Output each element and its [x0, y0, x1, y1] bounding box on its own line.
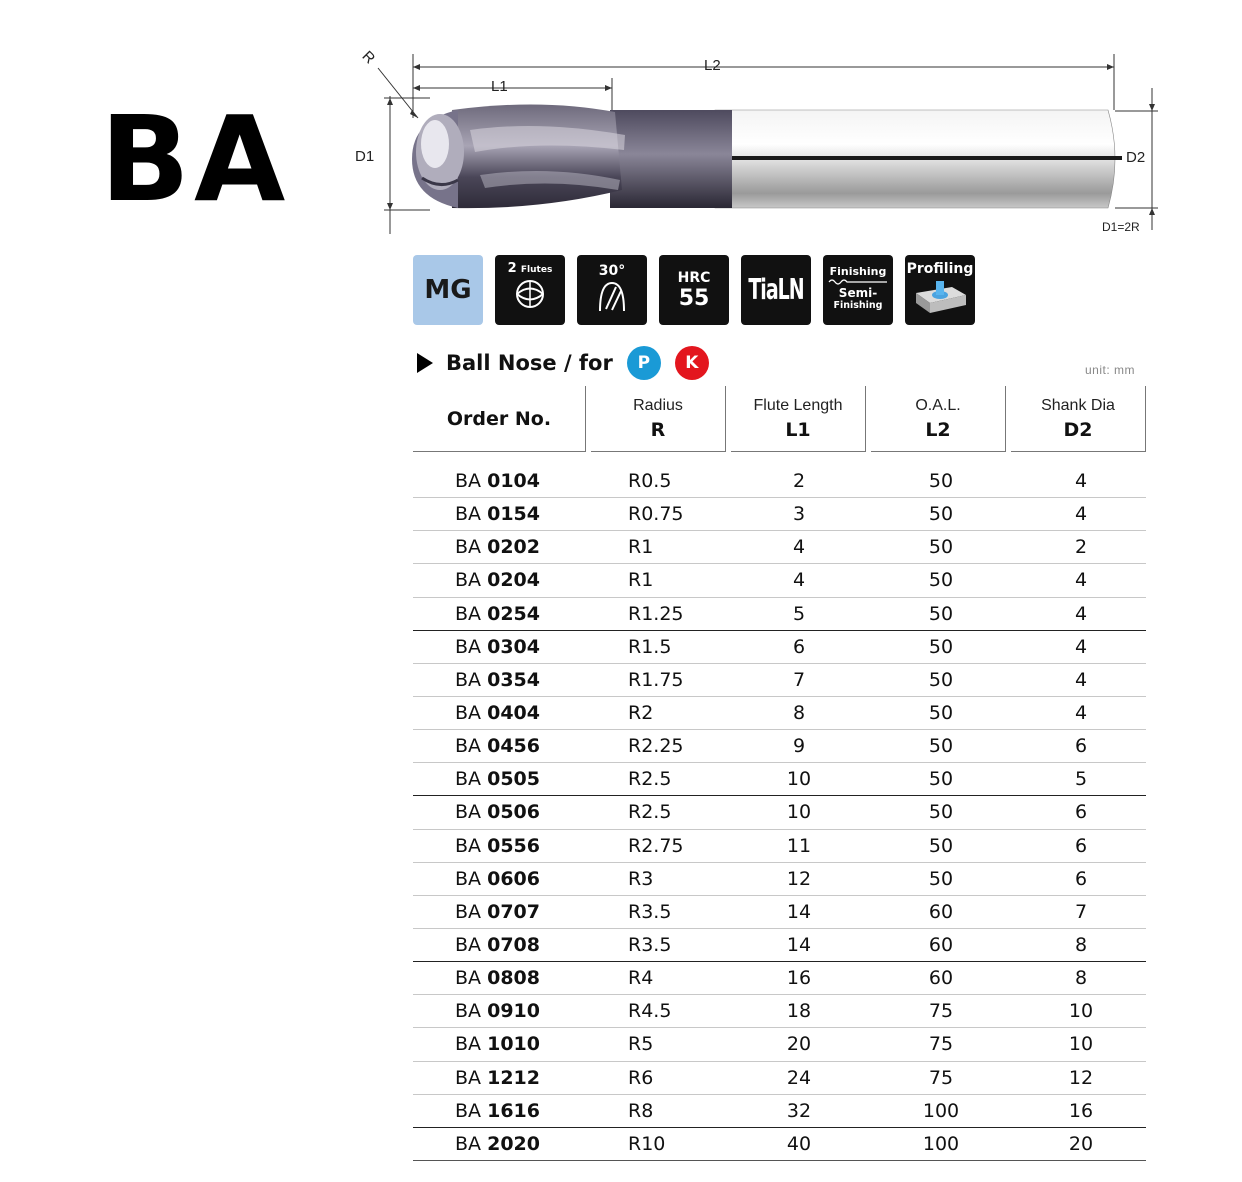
- semi-text: Semi-: [838, 286, 878, 300]
- header-radius: [591, 386, 726, 452]
- feature-icons: [413, 255, 975, 325]
- overall-length: 100: [922, 1099, 960, 1122]
- header-oal: [871, 386, 1006, 452]
- table-row: [413, 598, 1146, 631]
- shank-dia: 4: [1074, 503, 1088, 526]
- flute-length: 2: [792, 470, 806, 492]
- flutes-count: 2: [507, 261, 517, 276]
- table-row: [413, 564, 1146, 597]
- shank-dia: 12: [1068, 1066, 1094, 1089]
- overall-length: 75: [928, 1033, 954, 1056]
- table-row: [413, 465, 1146, 498]
- radius: R4.5: [628, 1000, 672, 1023]
- table-row: [413, 863, 1146, 896]
- table-row: [413, 929, 1146, 962]
- material-p-badge: [627, 346, 661, 380]
- shank-dia: 4: [1074, 701, 1088, 724]
- radius: R2.5: [628, 768, 672, 791]
- radius: R1.75: [628, 668, 684, 691]
- flute-length: 10: [786, 801, 812, 824]
- overall-length: 60: [928, 933, 954, 956]
- finishing-sub-text: Finishing: [833, 300, 883, 311]
- overall-length: 50: [928, 536, 954, 559]
- finishing-text: Finishing: [829, 265, 887, 278]
- overall-length: 100: [922, 1132, 960, 1155]
- shank-dia: 4: [1074, 470, 1088, 492]
- header-label: Order No.: [446, 407, 552, 430]
- profiling-text: Profiling: [906, 261, 974, 277]
- table-row: [413, 730, 1146, 763]
- radius: R1: [628, 536, 654, 559]
- header-label: Shank Dia: [1041, 396, 1115, 414]
- d1-label: D1: [355, 148, 375, 165]
- hrc-text: HRC: [677, 269, 711, 286]
- shank-dia: 10: [1068, 1033, 1094, 1056]
- l2-label: L2: [704, 57, 721, 74]
- overall-length: 75: [928, 1000, 954, 1023]
- tool-diagram: [340, 40, 1200, 250]
- order-no: BA 0202: [455, 536, 540, 559]
- coating-text: TiaLN: [748, 273, 804, 307]
- flute-length: 40: [786, 1132, 812, 1155]
- overall-length: 50: [928, 470, 954, 492]
- shank-dia: 6: [1074, 834, 1088, 857]
- flute-length: 4: [792, 569, 806, 592]
- radius: R2.5: [628, 801, 672, 824]
- order-no: BA 0910: [455, 1000, 540, 1023]
- overall-length: 50: [928, 801, 954, 824]
- radius: R3: [628, 867, 654, 890]
- profiling-graphic: [912, 277, 968, 315]
- flute-length: 24: [786, 1066, 812, 1089]
- order-no: BA 0707: [455, 900, 540, 923]
- table-row: [413, 697, 1146, 730]
- table-body: [413, 465, 1146, 1161]
- flute-length: 9: [792, 735, 806, 758]
- header-symbol: R: [650, 418, 666, 441]
- radius: R3.5: [628, 933, 672, 956]
- order-no: BA 0506: [455, 801, 540, 824]
- overall-length: 50: [928, 569, 954, 592]
- triangle-bullet-icon: [417, 353, 433, 373]
- flute-length: 32: [786, 1099, 812, 1122]
- order-no: BA 1616: [455, 1099, 540, 1122]
- radius: R5: [628, 1033, 654, 1056]
- table-row: [413, 763, 1146, 796]
- order-no: BA 0456: [455, 735, 540, 758]
- radius: R1: [628, 569, 654, 592]
- overall-length: 75: [928, 1066, 954, 1089]
- two-flutes-icon: [495, 255, 565, 325]
- wave-line-graphic: [827, 278, 889, 286]
- shank-dia: 6: [1074, 867, 1088, 890]
- order-no: BA 0808: [455, 967, 540, 990]
- header-label: O.A.L.: [915, 396, 961, 414]
- flute-length: 7: [792, 668, 806, 691]
- shank-dia: 6: [1074, 735, 1088, 758]
- overall-length: 60: [928, 900, 954, 923]
- helix-angle-text: 30°: [598, 263, 626, 279]
- radius: R2.75: [628, 834, 684, 857]
- hrc-55-icon: [659, 255, 729, 325]
- order-no: BA 2020: [455, 1132, 540, 1155]
- overall-length: 50: [928, 668, 954, 691]
- overall-length: 50: [928, 867, 954, 890]
- order-no: BA 0708: [455, 933, 540, 956]
- shank-dia: 7: [1074, 900, 1088, 923]
- helix-30-icon: [577, 255, 647, 325]
- header-symbol: L2: [925, 418, 951, 441]
- flute-length: 4: [792, 536, 806, 559]
- order-no: BA 0556: [455, 834, 540, 857]
- shank-dia: 4: [1074, 602, 1088, 625]
- helix-graphic: [594, 279, 630, 313]
- flute-section-graphic: [510, 277, 550, 311]
- order-no: BA 0354: [455, 668, 540, 691]
- order-no: BA 0154: [455, 503, 540, 526]
- overall-length: 60: [928, 967, 954, 990]
- hrc-value: 55: [678, 285, 710, 311]
- overall-length: 50: [928, 735, 954, 758]
- shank-dia: 8: [1074, 933, 1088, 956]
- profiling-icon: [905, 255, 975, 325]
- radius: R4: [628, 967, 654, 990]
- material-p-code: P: [637, 353, 651, 373]
- order-no: BA 0505: [455, 768, 540, 791]
- table-row: [413, 631, 1146, 664]
- flute-length: 3: [792, 503, 806, 526]
- table-row: [413, 962, 1146, 995]
- radius: R10: [628, 1132, 666, 1155]
- order-no: BA 0606: [455, 867, 540, 890]
- section-title: Ball Nose / for: [446, 351, 613, 375]
- flute-length: 16: [786, 967, 812, 990]
- radius: R0.75: [628, 503, 684, 526]
- flute-length: 12: [786, 867, 812, 890]
- tialn-icon: [741, 255, 811, 325]
- overall-length: 50: [928, 602, 954, 625]
- material-k-badge: [675, 346, 709, 380]
- order-no: BA 0254: [455, 602, 540, 625]
- radius: R1.25: [628, 602, 684, 625]
- shank-dia: 6: [1074, 801, 1088, 824]
- material-k-code: K: [685, 353, 699, 373]
- flute-length: 20: [786, 1033, 812, 1056]
- d2-label: D2: [1126, 149, 1146, 166]
- radius: R2: [628, 701, 654, 724]
- section-heading: [417, 345, 709, 381]
- header-label: Radius: [633, 396, 683, 414]
- header-symbol: D2: [1063, 418, 1093, 441]
- flute-length: 18: [786, 1000, 812, 1023]
- flutes-word: Flutes: [520, 265, 553, 275]
- table-row: [413, 796, 1146, 829]
- header-symbol: L1: [785, 418, 811, 441]
- table-row: [413, 498, 1146, 531]
- shank-dia: 2: [1074, 536, 1088, 559]
- table-row: [413, 1128, 1146, 1161]
- flute-length: 14: [786, 933, 812, 956]
- table-row: [413, 830, 1146, 863]
- table-row: [413, 1062, 1146, 1095]
- order-no: BA 0104: [455, 470, 540, 492]
- overall-length: 50: [928, 635, 954, 658]
- flute-length: 11: [786, 834, 812, 857]
- r-label: R: [358, 47, 379, 68]
- shank-dia: 8: [1074, 967, 1088, 990]
- order-no: BA 0204: [455, 569, 540, 592]
- header-order-no: [413, 386, 586, 452]
- header-label: Flute Length: [753, 396, 843, 414]
- overall-length: 50: [928, 701, 954, 724]
- radius: R3.5: [628, 900, 672, 923]
- flute-length: 10: [786, 768, 812, 791]
- finishing-icon: [823, 255, 893, 325]
- overall-length: 50: [928, 768, 954, 791]
- shank-dia: 4: [1074, 569, 1088, 592]
- mg-icon-text: MG: [424, 275, 472, 305]
- header-flute-length: [731, 386, 866, 452]
- table-row: [413, 1028, 1146, 1061]
- radius: R2.25: [628, 735, 684, 758]
- radius: R1.5: [628, 635, 672, 658]
- shank-dia: 10: [1068, 1000, 1094, 1023]
- order-no: BA 1212: [455, 1066, 540, 1089]
- flute-length: 8: [792, 701, 806, 724]
- mg-icon: [413, 255, 483, 325]
- shank-dia: 4: [1074, 635, 1088, 658]
- shank-dia: 20: [1068, 1132, 1094, 1155]
- overall-length: 50: [928, 834, 954, 857]
- overall-length: 50: [928, 503, 954, 526]
- diameter-formula: D1=2R: [1102, 220, 1140, 234]
- shank-dia: 16: [1068, 1099, 1094, 1122]
- table-row: [413, 896, 1146, 929]
- flute-length: 14: [786, 900, 812, 923]
- shank-dia: 4: [1074, 668, 1088, 691]
- order-no: BA 1010: [455, 1033, 540, 1056]
- end-mill-drawing: [340, 40, 1200, 250]
- l1-label: L1: [491, 78, 508, 95]
- shank-dia: 5: [1074, 768, 1088, 791]
- table-row: [413, 531, 1146, 564]
- order-no: BA 0404: [455, 701, 540, 724]
- flute-length: 5: [792, 602, 806, 625]
- header-shank-dia: [1011, 386, 1146, 452]
- series-title: BA: [100, 90, 290, 228]
- table-row: [413, 664, 1146, 697]
- table-row: [413, 995, 1146, 1028]
- radius: R0.5: [628, 470, 672, 492]
- table-row: [413, 1095, 1146, 1128]
- order-no: BA 0304: [455, 635, 540, 658]
- radius: R8: [628, 1099, 654, 1122]
- flute-length: 6: [792, 635, 806, 658]
- radius: R6: [628, 1066, 654, 1089]
- unit-label: unit: mm: [1085, 363, 1136, 377]
